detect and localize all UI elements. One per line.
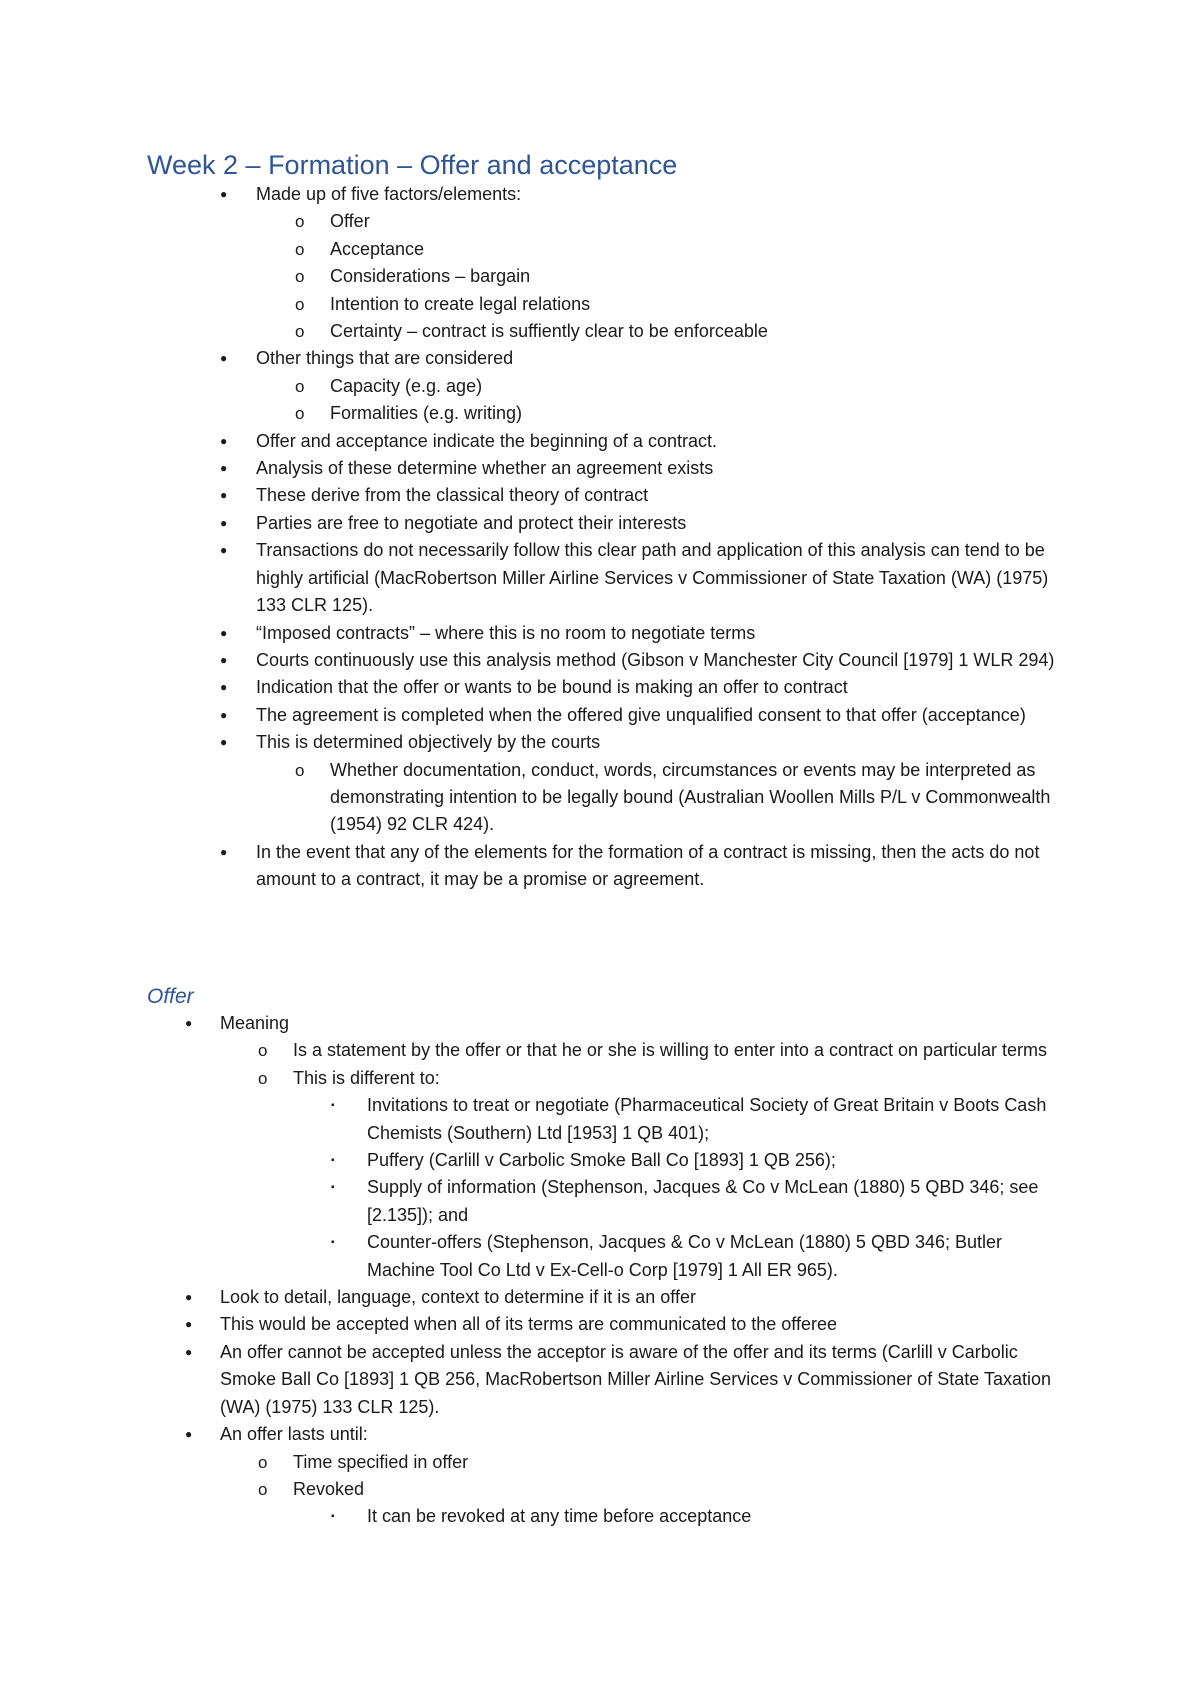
list-item [0,482,1200,509]
list-item [0,373,1200,400]
list-item-text: These derive from the classical theory of contract [256,485,649,506]
list-item [0,1421,1200,1448]
bullet-marker: ● [220,844,228,859]
list-item-text: It can be revoked at any time before acceptance [367,1506,752,1527]
bullet-marker: o [295,760,305,780]
list-item-text: Analysis of these determine whether an agreement exists [256,458,714,479]
list-item-text: This would be accepted when all of its terms are communicated to the offeree [220,1314,837,1335]
list-item-text: Indication that the offer or wants to be bound is making an offer to contract [256,677,848,698]
list-item [0,1284,1200,1311]
list-item [0,1339,1200,1421]
list-item-text: Considerations – bargain [330,266,531,287]
list-item [0,1476,1200,1503]
list-item [0,345,1200,372]
list-item-text: Invitations to treat or negotiate (Pharmaceutical Society of Great Britain v Boots Cash Chemists (Southern) Ltd [1953] 1 QB 401); [367,1095,1047,1143]
bullet-marker: o [295,212,305,232]
section-2-list [0,1010,1200,1531]
list-item-text: An offer lasts until: [220,1424,368,1445]
list-item [0,236,1200,263]
bullet-marker: ● [220,652,228,667]
list-item-text: Is a statement by the offer or that he or she is willing to enter into a contract on particular terms [293,1040,1048,1061]
bullet-marker: o [258,1041,268,1061]
list-item [0,1092,1200,1147]
list-item-text: In the event that any of the elements for the formation of a contract is missing, then the acts do not amount to a contract, it may be a promise or agreement. [256,841,1040,890]
list-item-text: This is determined objectively by the courts [256,732,601,753]
list-item [0,1174,1200,1229]
list-item-text: Formalities (e.g. writing) [330,403,523,424]
bullet-marker: o [295,239,305,259]
list-item-text: Certainty – contract is suffiently clear to be enforceable [330,321,768,342]
list-item-text: Whether documentation, conduct, words, circumstances or events may be interpreted as demonstrating intention to be legally bound (Australian Woollen Mills P/L v Commonwealth (1954) 92 CLR 424). [330,759,1051,835]
list-item [0,318,1200,345]
bullet-marker: ● [220,515,228,530]
bullet-marker: o [295,376,305,396]
bullet-marker: ● [185,1344,193,1359]
list-item-text: Intention to create legal relations [330,293,591,314]
list-item [0,400,1200,427]
bullet-marker: ● [220,488,228,503]
bullet-marker: ● [220,187,228,201]
list-item-text: Offer and acceptance indicate the beginning of a contract. [256,430,717,451]
list-item [0,1065,1200,1092]
list-item [0,729,1200,756]
list-item-text: Counter-offers (Stephenson, Jacques & Co v McLean (1880) 5 QBD 346; Butler Machine Tool Co Ltd v Ex-Cell-o Corp [1979] 1 All ER 965). [367,1232,1003,1280]
bullet-marker: o [295,322,305,342]
page-title: Week 2 – Formation – Offer and acceptance [147,150,678,180]
list-item [0,1311,1200,1338]
list-item [0,263,1200,290]
bullet-marker: ● [220,707,228,722]
list-item [0,757,1200,839]
list-item [0,1147,1200,1174]
list-item-text: The agreement is completed when the offered give unqualified consent to that offer (acceptance) [256,704,1026,725]
bullet-marker: o [258,1452,268,1472]
list-item [0,455,1200,482]
list-item-text: Revoked [293,1478,365,1499]
bullet-marker: ▪ [331,1511,335,1523]
list-item [0,1503,1200,1530]
bullet-marker: ● [185,1016,193,1030]
list-item [0,1229,1200,1284]
list-item [0,428,1200,455]
list-item [0,291,1200,318]
bullet-marker: ● [220,351,228,366]
list-item-text: Capacity (e.g. age) [330,375,483,396]
list-item-text: Acceptance [330,238,425,259]
list-item-text: This is different to: [293,1067,440,1088]
list-item-text: Parties are free to negotiate and protect their interests [256,512,687,533]
list-item-text: Puffery (Carlill v Carbolic Smoke Ball Co [1893] 1 QB 256); [367,1150,836,1171]
list-item-text: “Imposed contracts” – where this is no room to negotiate terms [256,622,756,643]
list-item-text: Transactions do not necessarily follow this clear path and application of this analysis can tend to be highly artificial (MacRobertson Miller Airline Services v Commissioner of State Taxation (WA) (1975) 133 CLR 125). [256,540,1049,616]
bullet-marker: ● [185,1317,193,1332]
list-item-text: Other things that are considered [256,348,514,369]
list-item-text: Courts continuously use this analysis method (Gibson v Manchester City Council [1979] 1 WLR 294) [256,649,1055,670]
bullet-marker: o [295,294,305,314]
list-item [0,1010,1200,1037]
list-item [0,647,1200,674]
list-item-text: Time specified in offer [293,1451,469,1472]
bullet-marker: o [295,267,305,287]
bullet-marker: ● [220,433,228,448]
list-item-text: Offer [330,211,370,232]
bullet-marker: ● [220,735,228,750]
list-item-text: Made up of five factors/elements: [256,184,522,204]
bullet-marker: o [258,1068,268,1088]
list-item [0,1449,1200,1476]
list-item-text: Supply of information (Stephenson, Jacques & Co v McLean (1880) 5 QBD 346; see [2.135]); and [367,1177,1039,1225]
list-item [0,510,1200,537]
list-item [0,208,1200,235]
list-item [0,839,1200,894]
list-item-text: Look to detail, language, context to determine if it is an offer [220,1287,696,1308]
bullet-marker: ▪ [331,1155,335,1167]
section-1-list [0,181,1200,894]
bullet-marker: ▪ [331,1237,335,1249]
section-heading-offer: Offer [147,985,194,1008]
list-item [0,1037,1200,1064]
bullet-marker: o [295,404,305,424]
bullet-marker: ▪ [331,1100,335,1112]
list-item [0,620,1200,647]
bullet-marker: o [258,1479,268,1499]
list-item [0,674,1200,701]
list-item [0,537,1200,619]
list-item [0,181,1200,208]
bullet-marker: ● [220,680,228,695]
list-item [0,702,1200,729]
bullet-marker: ● [220,461,228,476]
list-item-text: An offer cannot be accepted unless the acceptor is aware of the offer and its terms (Carlill v Carbolic Smoke Ball Co [1893] 1 QB 256, MacRobertson Miller Airline Services v Commissioner of State Taxation (WA) (1975) 133 CLR 125). [220,1341,1052,1417]
bullet-marker: ▪ [331,1182,335,1194]
bullet-marker: ● [185,1290,193,1305]
bullet-marker: ● [220,543,228,558]
list-item-text: Meaning [220,1013,290,1033]
bullet-marker: ● [185,1427,193,1442]
bullet-marker: ● [220,625,228,640]
